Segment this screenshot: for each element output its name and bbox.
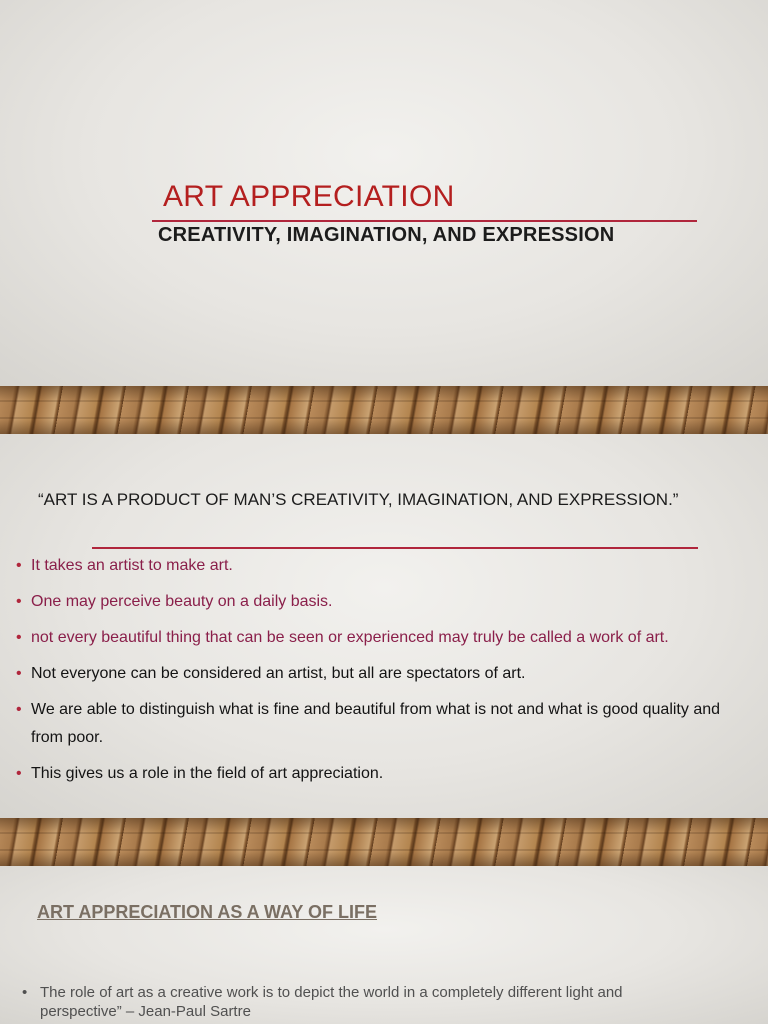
slide-title [0, 0, 768, 386]
list-item [16, 696, 756, 752]
list-item-text: We are able to distinguish what is fine and beautiful from what is not and what is good quality and from poor. [31, 701, 721, 746]
section-heading: ART APPRECIATION AS A WAY OF LIFE [37, 902, 378, 922]
bullet-list [16, 552, 756, 796]
list-item [16, 624, 756, 652]
list-item-text: One may perceive beauty on a daily basis. [31, 593, 333, 610]
list-item [16, 588, 756, 616]
list-item-text: Not everyone can be considered an artist, but all are spectators of art. [31, 665, 526, 682]
title-underline [152, 220, 697, 222]
quote-heading: “ART IS A PRODUCT OF MAN’S CREATIVITY, IMAGINATION, AND EXPRESSION.” [38, 490, 679, 509]
quote-bullet-text: The role of art as a creative work is to depict the world in a completely different light and perspective” – Jean-Paul Sartre [40, 984, 623, 1020]
slide-title-heading: ART APPRECIATION [163, 180, 455, 213]
bullet-icon: • [22, 984, 28, 1001]
wood-floor-divider [0, 818, 768, 866]
bullet-icon: • [16, 629, 22, 646]
wood-floor-divider [0, 386, 768, 434]
bullet-icon: • [16, 765, 22, 782]
list-item [16, 552, 756, 580]
bullet-icon: • [16, 593, 22, 610]
list-item [16, 760, 756, 788]
list-item [16, 660, 756, 688]
list-item-text: It takes an artist to make art. [31, 557, 233, 574]
bullet-icon: • [16, 665, 22, 682]
bullet-icon: • [16, 701, 22, 718]
quote-bullet [22, 983, 700, 1021]
slide-subtitle: CREATIVITY, IMAGINATION, AND EXPRESSION [158, 224, 615, 246]
bullet-icon: • [16, 557, 22, 574]
list-item-text: This gives us a role in the field of art appreciation. [31, 765, 384, 782]
quote-underline [92, 547, 698, 549]
list-item-text: not every beautiful thing that can be seen or experienced may truly be called a work of art. [31, 629, 669, 646]
